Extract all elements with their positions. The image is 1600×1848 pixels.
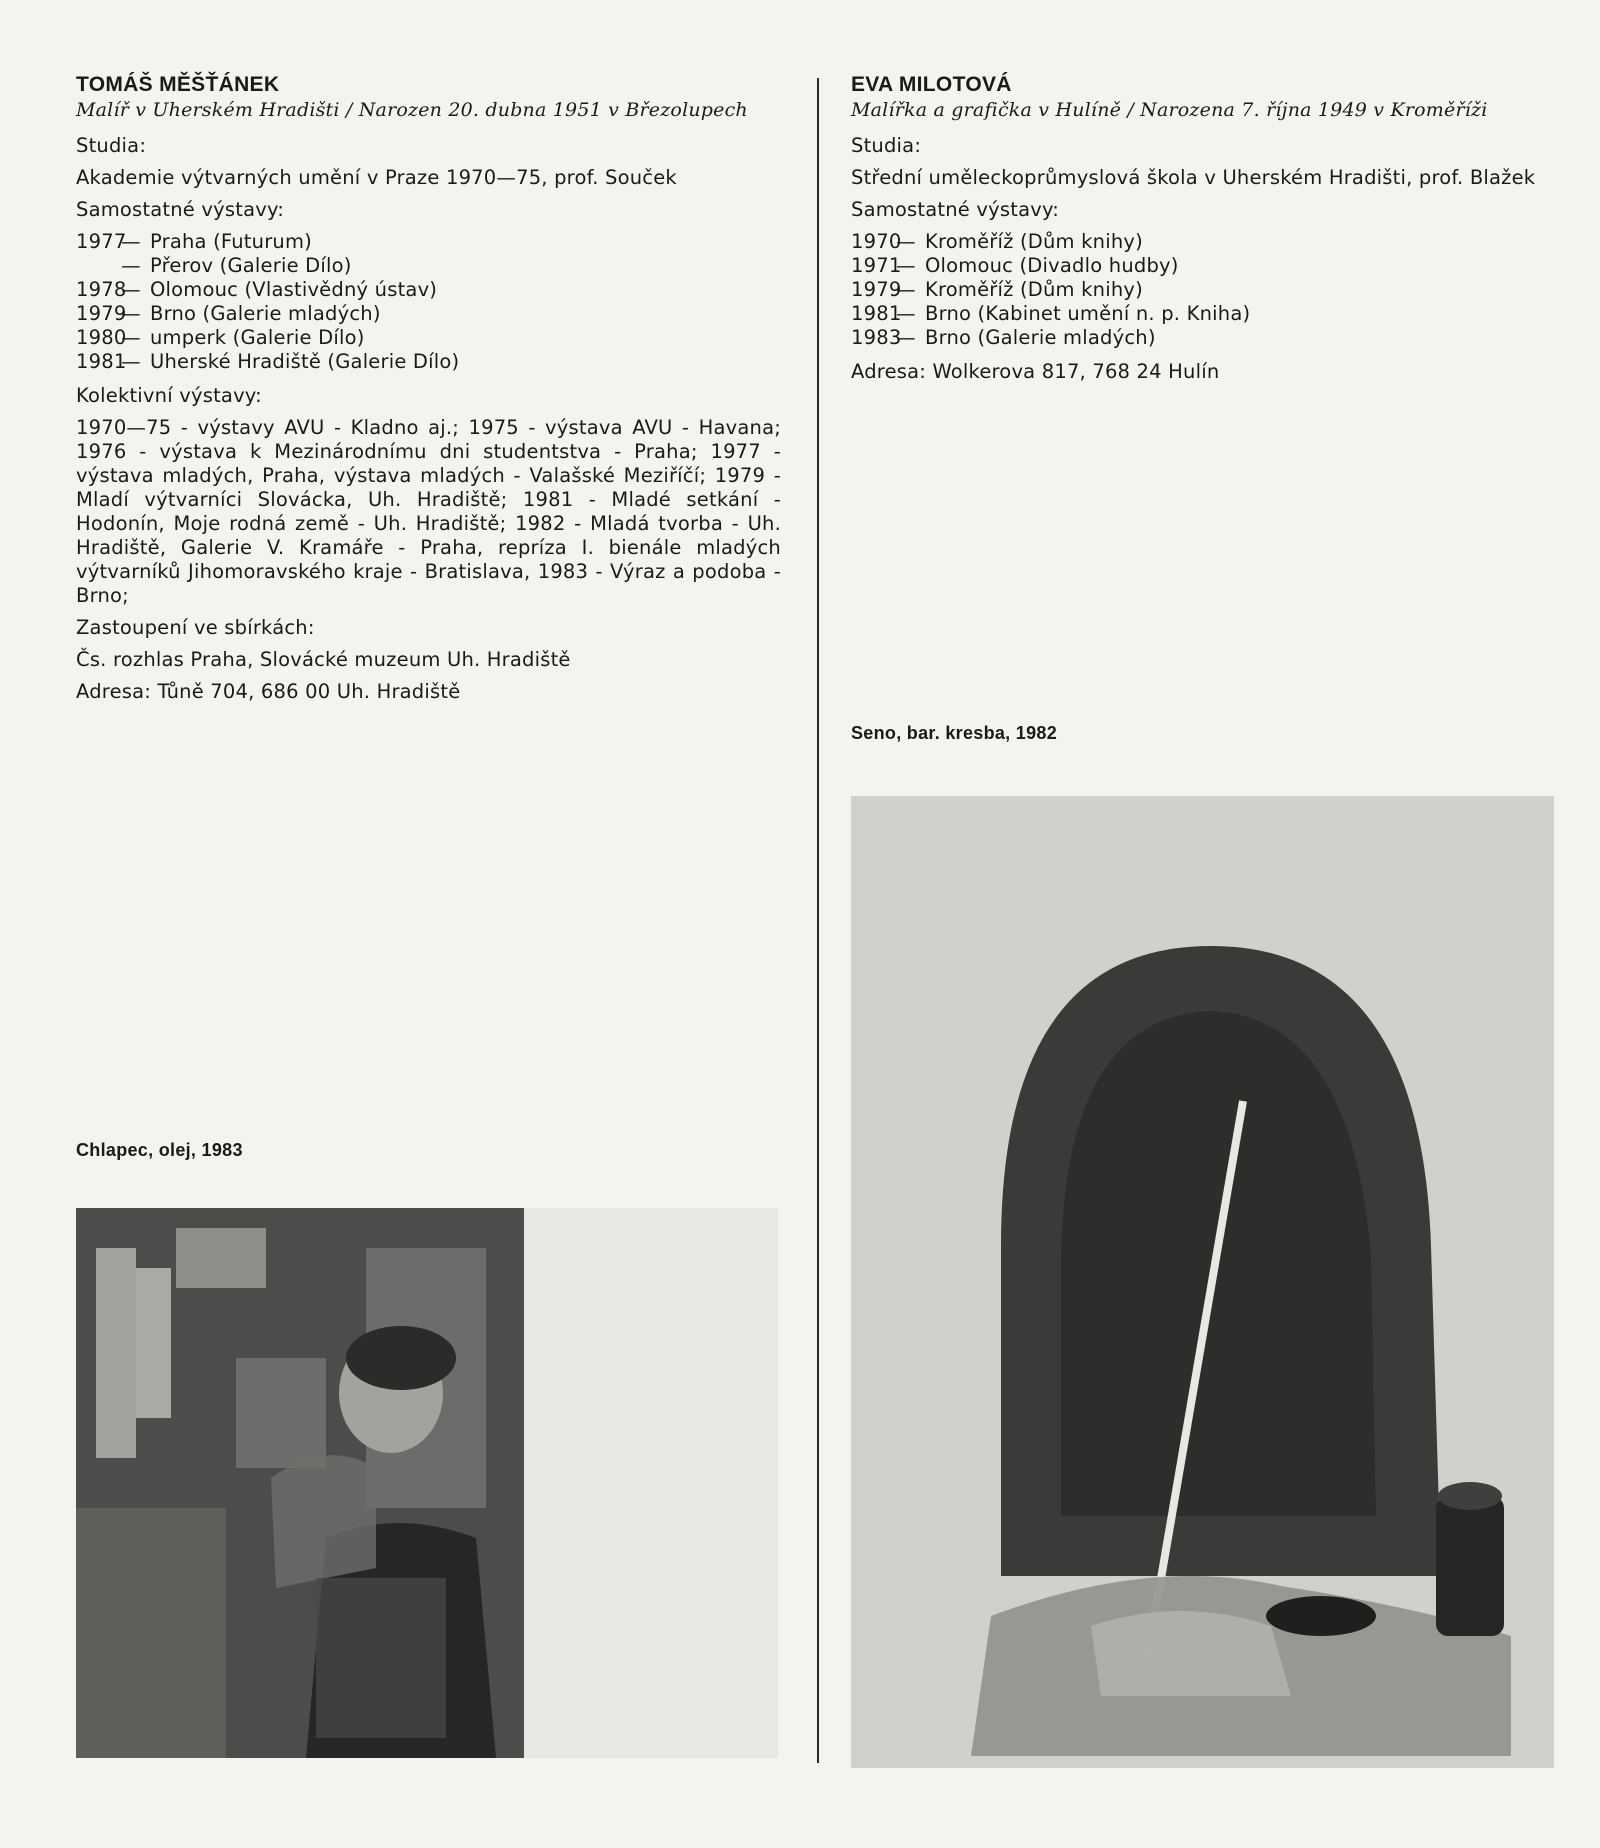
list-item: 1978 — Olomouc (Vlastivědný ústav) (76, 278, 438, 301)
list-item: 1980 — umperk (Galerie Dílo) (76, 326, 365, 349)
list-item: — Přerov (Galerie Dílo) (121, 254, 352, 277)
painting-caption-seno: Seno, bar. kresba, 1982 (851, 723, 1058, 743)
address: Adresa: Tůně 704, 686 00 Uh. Hradiště (76, 680, 461, 703)
artist-subtitle: Malířka a grafička v Hulíně / Narozena 7. října 1949 v Kroměříži (851, 99, 1488, 121)
studies-heading: Studia: (76, 134, 147, 157)
list-item: 1983 — Brno (Galerie mladých) (851, 326, 1156, 349)
studies-heading: Studia: (851, 134, 922, 157)
list-item: 1981 — Uherské Hradiště (Galerie Dílo) (76, 350, 460, 373)
group-exhibitions-heading: Kolektivní výstavy: (76, 384, 262, 407)
studies-text: Střední uměleckoprůmyslová škola v Uherském Hradišti, prof. Blažek (851, 166, 1536, 189)
solo-exhibitions-list (76, 230, 781, 374)
painting-caption-chlapec: Chlapec, olej, 1983 (76, 1140, 243, 1160)
collections-text: Čs. rozhlas Praha, Slovácké muzeum Uh. Hradiště (76, 648, 571, 671)
column-divider (817, 78, 819, 1763)
painting-seno (851, 796, 1554, 1768)
artist-entry-mestanek (76, 72, 781, 712)
studies-text: Akademie výtvarných umění v Praze 1970—75, prof. Souček (76, 166, 677, 189)
artist-subtitle: Malíř v Uherském Hradišti / Narozen 20. dubna 1951 v Březolupech (76, 99, 748, 121)
list-item: 1979 — Brno (Galerie mladých) (76, 302, 381, 325)
artist-name: TOMÁŠ MĚŠŤÁNEK (76, 73, 280, 96)
list-item: 1977 — Praha (Futurum) (76, 230, 312, 253)
artist-entry-milotova (851, 72, 1556, 392)
list-item: 1970 — Kroměříž (Dům knihy) (851, 230, 1143, 253)
solo-exhibitions-heading: Samostatné výstavy: (851, 198, 1060, 221)
list-item: 1979 — Kroměříž (Dům knihy) (851, 278, 1143, 301)
painting-chlapec (76, 1208, 778, 1758)
list-item: 1971 — Olomouc (Divadlo hudby) (851, 254, 1179, 277)
solo-exhibitions-list (851, 230, 1556, 350)
address: Adresa: Wolkerova 817, 768 24 Hulín (851, 360, 1220, 383)
solo-exhibitions-heading: Samostatné výstavy: (76, 198, 285, 221)
artist-name: EVA MILOTOVÁ (851, 73, 1012, 96)
collections-heading: Zastoupení ve sbírkách: (76, 616, 315, 639)
list-item: 1981 — Brno (Kabinet umění n. p. Kniha) (851, 302, 1251, 325)
group-exhibitions-text: 1970—75 - výstavy AVU - Kladno aj.; 1975 - výstava AVU - Havana; 1976 - výstava k Mezinárodnímu dni studentstva - Praha; 1977 - výstava mladých, Praha, výstava mladých - Valašské Meziříčí; 1979 - Mladí výtvarníci Slovácka, Uh. Hradiště; 1981 - Mladé setkání - Hodonín, Moje rodná země - Uh. Hradiště; 1982 - Mladá tvorba - Uh. Hradiště, Galerie V. Kramáře - Praha, repríza I. bienále mladých výtvarníků Jihomoravského kraje - Bratislava, 1983 - Výraz a podoba - Brno; (76, 416, 781, 607)
